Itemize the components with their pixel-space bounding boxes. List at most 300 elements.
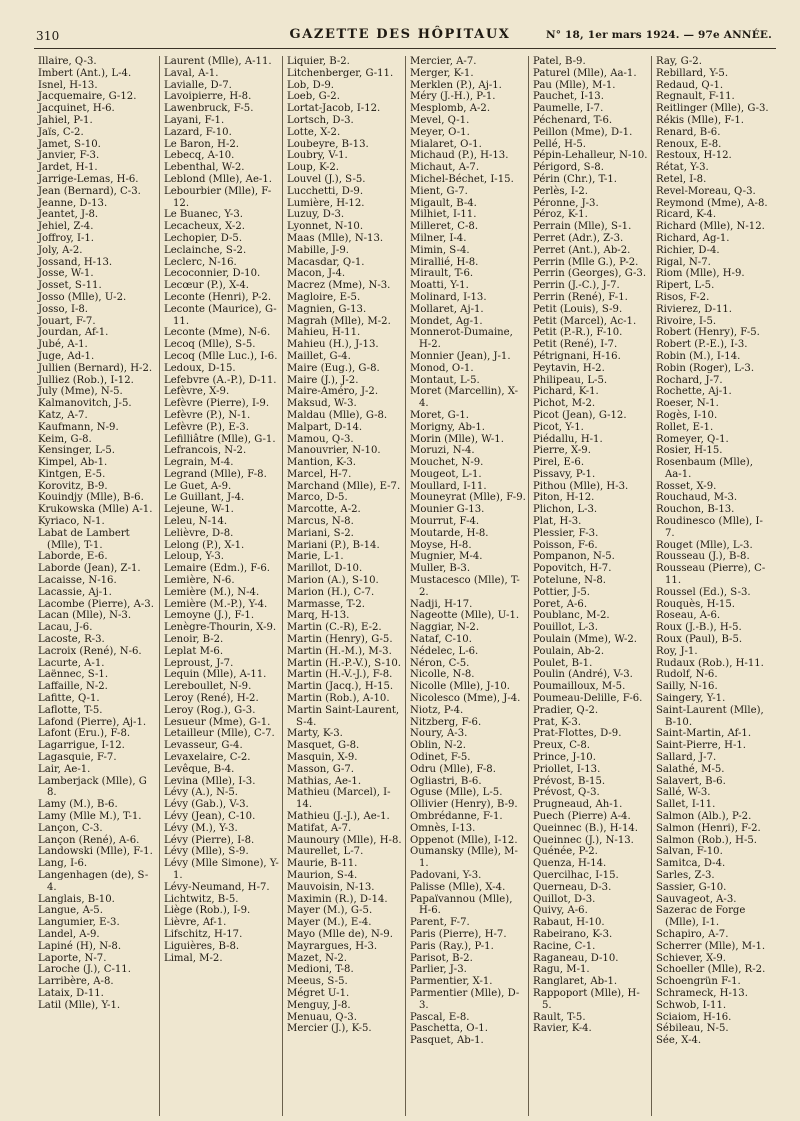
- index-entry: Jamet, S-10.: [38, 138, 101, 150]
- index-entry: Mabille, J-9.: [287, 244, 349, 256]
- index-entry: Leconte (Henri), P-2.: [164, 291, 272, 303]
- index-entry: Queinnec (B.), H-14.: [533, 822, 638, 834]
- index-entry: Rousseau (J.), B-8.: [656, 551, 750, 563]
- index-entry: Queinnec (J.), N-13.: [533, 834, 634, 846]
- index-entry: Lumière, H-12.: [287, 197, 365, 209]
- index-entry: Perrin (J.-C.), J-7.: [533, 280, 620, 292]
- index-entry: Rouchaud, M-3.: [656, 492, 738, 504]
- index-entry: Lemière (M.-P.), Y-4.: [164, 598, 268, 610]
- index-entry: Montaut, L-5.: [410, 374, 480, 386]
- index-entry: Keim, G-8.: [38, 433, 92, 445]
- index-entry: Prévost, Q-3.: [533, 787, 600, 799]
- index-entry: Ripert, L-5.: [656, 280, 715, 292]
- index-entry: Leconte (Maurice), G-11.: [164, 303, 277, 327]
- index-column-4: [405, 56, 528, 1116]
- index-entry: Sallard, J-7.: [656, 752, 717, 764]
- index-entry: Rudolf, N-6.: [656, 669, 718, 681]
- index-entry: Michaud (P.), H-13.: [410, 150, 509, 162]
- index-entry: Legrand (Mlle), F-8.: [164, 468, 267, 480]
- index-entry: Riom (Mlle), H-9.: [656, 268, 745, 280]
- index-entry: Poulain, Ab-2.: [533, 645, 605, 657]
- index-entry: Puech (Pierre) A-4.: [533, 811, 631, 822]
- index-entry: Magnien, G-13.: [287, 303, 367, 315]
- index-entry: Levêque, B-4.: [164, 763, 235, 775]
- index-entry: Rault, T-5.: [533, 1011, 586, 1023]
- index-entry: Moruzi, N-4.: [410, 445, 475, 457]
- index-entry: Lafitte, Q-1.: [38, 693, 100, 705]
- index-entry: Marie, L-1.: [287, 551, 344, 563]
- index-entry: Manouvrier, N-10.: [287, 445, 381, 457]
- index-entry: Lair, Ae-1.: [38, 763, 91, 775]
- index-entry: Mathieu (Marcel), I-14.: [287, 787, 391, 811]
- index-entry: Menguy, J-8.: [287, 999, 351, 1011]
- index-entry: Kintgen, E-5.: [38, 468, 106, 480]
- index-entry: Lavialle, D-7.: [164, 79, 232, 91]
- index-entry: Marillot, D-10.: [287, 563, 363, 575]
- index-entry: Pascal, E-8.: [410, 1011, 470, 1023]
- index-entry: Leblond (Mlle), Ae-1.: [164, 173, 272, 185]
- index-entry: Kaufmann, N-9.: [38, 421, 119, 433]
- index-entry: Pottier, J-5.: [533, 586, 590, 598]
- index-entry: Renoux, E-8.: [656, 138, 722, 150]
- index-entry: Mercier (J.), K-5.: [287, 1023, 372, 1035]
- index-entry: Restoux, H-12.: [656, 150, 732, 162]
- index-entry: Kensinger, L-5.: [38, 445, 115, 457]
- index-entry: Lamy (M.), B-6.: [38, 799, 118, 811]
- index-entry: Sébileau, N-5.: [656, 1023, 729, 1035]
- index-entry: Samitca, D-4.: [656, 858, 726, 870]
- index-entry: Lançon (René), A-6.: [38, 834, 140, 846]
- index-entry: Lévy (Gab.), V-3.: [164, 799, 249, 811]
- index-entry: Roussel (Ed.), S-3.: [656, 586, 751, 598]
- index-entry: Ray, G-2.: [656, 56, 702, 67]
- index-entry: Paschetta, O-1.: [410, 1023, 488, 1035]
- index-column-2: [159, 56, 282, 1116]
- index-entry: Lacombe (Pierre), A-3.: [38, 598, 154, 610]
- index-entry: Roux (J.-B.), H-5.: [656, 622, 742, 634]
- index-entry: Lefèvre (P.), N-1.: [164, 409, 251, 421]
- index-entry: Robin (M.), I-14.: [656, 350, 741, 362]
- index-entry: Pichot, M-2.: [533, 398, 596, 410]
- index-entry: Popovitch, H-7.: [533, 563, 612, 575]
- index-entry: Poulet, B-1.: [533, 657, 593, 669]
- index-entry: Lecoconnier, D-10.: [164, 268, 261, 280]
- index-entry: Péchenard, T-6.: [533, 114, 613, 126]
- index-entry: Laval, A-1.: [164, 67, 219, 79]
- index-entry: Pierre, X-9.: [533, 445, 591, 457]
- index-entry: Perrin (Georges), G-3.: [533, 268, 647, 280]
- index-entry: Quénée, P-2.: [533, 846, 598, 858]
- index-entry: Morigny, Ab-1.: [410, 421, 485, 433]
- index-entry: Lob, D-9.: [287, 79, 334, 91]
- index-entry: Leproust, J-7.: [164, 657, 234, 669]
- index-entry: Roudinesco (Mlle), I-7.: [656, 516, 763, 539]
- index-entry: Reitlinger (Mlle), G-3.: [656, 103, 769, 115]
- index-entry: Mayrargues, H-3.: [287, 940, 378, 952]
- index-entry: Lacoste, R-3.: [38, 634, 105, 646]
- index-entry: Padovani, Y-3.: [410, 869, 482, 881]
- index-entry: Martin (H.-P.-V.), S-10.: [287, 657, 401, 669]
- index-entry: Patel, B-9.: [533, 56, 586, 67]
- index-entry: Plichon, L-3.: [533, 504, 598, 516]
- index-entry: Michaut, A-7.: [410, 162, 480, 174]
- index-entry: Sciaiom, H-16.: [656, 1011, 732, 1023]
- index-entry: Sazerac de Forge (Mlle), I-1.: [656, 905, 746, 929]
- index-entry: Petit (P.-R.), F-10.: [533, 327, 623, 339]
- index-entry: Mugnier, M-4.: [410, 551, 483, 563]
- index-entry: Rochette, Aj-1.: [656, 386, 732, 398]
- index-entry: Petit (René), I-7.: [533, 339, 618, 351]
- index-entry: Lagasquie, F-7.: [38, 752, 117, 764]
- index-entry: Rabaut, H-10.: [533, 917, 605, 929]
- index-entry: Monod, O-1.: [410, 362, 474, 374]
- index-entry: Mouchet, N-9.: [410, 457, 484, 469]
- index-entry: Lortat-Jacob, I-12.: [287, 103, 381, 115]
- index-entry: Péronne, J-3.: [533, 197, 599, 209]
- index-entry: Luzuy, D-3.: [287, 209, 345, 221]
- index-entry: Imbert (Ant.), L-4.: [38, 67, 132, 79]
- index-entry: Milner, I-4.: [410, 232, 467, 244]
- index-entry: Korovitz, B-9.: [38, 480, 108, 492]
- index-entry: Lefilliâtre (Mlle), G-1.: [164, 433, 276, 445]
- index-entry: Maillet, G-4.: [287, 350, 351, 362]
- index-entry: Paris (Pierre), H-7.: [410, 928, 507, 940]
- index-entry: Kouindjy (Mlle), B-6.: [38, 492, 144, 504]
- index-entry: Sallé, W-3.: [656, 787, 711, 799]
- index-entry: Méry (J.-H.), P-1.: [410, 91, 496, 103]
- index-entry: Poulain (Mme), W-2.: [533, 634, 637, 646]
- index-entry: Kalmanovitch, J-5.: [38, 398, 132, 410]
- index-entry: Lelong (P.), X-1.: [164, 539, 245, 551]
- index-entry: Martin (Rob.), A-10.: [287, 693, 390, 705]
- index-entry: Perrin (Mlle G.), P-2.: [533, 256, 639, 268]
- index-entry: Maunoury (Mlle), H-8.: [287, 834, 402, 846]
- journal-title: GAZETTE DES HÔPITAUX: [289, 27, 511, 42]
- index-entry: Quivy, A-6.: [533, 905, 588, 917]
- index-entry: Lequin (Mlle), A-11.: [164, 669, 267, 681]
- index-entry: Lortsch, D-3.: [287, 114, 354, 126]
- index-entry: Le Buanec, Y-3.: [164, 209, 243, 221]
- index-entry: Krukowska (Mlle) A-1.: [38, 504, 153, 516]
- index-entry: Maurie, B-11.: [287, 858, 358, 870]
- index-entry: Moutarde, H-8.: [410, 527, 489, 539]
- index-entry: Marq, H-13.: [287, 610, 350, 622]
- index-entry: Lefèvre (P.), E-3.: [164, 421, 249, 433]
- index-entry: Mient, G-7.: [410, 185, 468, 197]
- index-entry: Laflotte, T-5.: [38, 704, 103, 716]
- index-entry: Oppenot (Mlle), I-12.: [410, 834, 518, 846]
- index-entry: Leloup, Y-3.: [164, 551, 224, 563]
- index-entry: Medioni, T-8.: [287, 964, 354, 976]
- index-entry: Leclainche, S-2.: [164, 244, 247, 256]
- index-entry: Ogliastri, B-6.: [410, 775, 482, 787]
- index-entry: Litchenberger, G-11.: [287, 67, 394, 79]
- index-entry: Mimin, S-4.: [410, 244, 470, 256]
- index-entry: Macrez (Mme), N-3.: [287, 280, 391, 292]
- index-entry: Rétat, Y-3.: [656, 162, 709, 174]
- index-entry: Odinet, F-5.: [410, 752, 471, 764]
- index-column-3: [282, 56, 405, 1116]
- index-entry: Kimpel, Ab-1.: [38, 457, 108, 469]
- index-entry: Maire-Améro, J-2.: [287, 386, 379, 398]
- index-entry: Maurion, S-4.: [287, 869, 358, 881]
- index-entry: Schwob, I-11.: [656, 999, 727, 1011]
- index-entry: Nicolesco (Mme), J-4.: [410, 693, 521, 705]
- index-entry: Oblin, N-2.: [410, 740, 466, 752]
- index-entry: Lecoq (Mlle), S-5.: [164, 339, 256, 351]
- index-entry: Parmentier, X-1.: [410, 976, 493, 988]
- index-entry: Priollet, I-13.: [533, 763, 601, 775]
- index-entry: Lataix, D-11.: [38, 987, 104, 999]
- index-entry: Latil (Mlle), Y-1.: [38, 999, 121, 1011]
- index-entry: Roseau, A-6.: [656, 610, 721, 622]
- index-entry: Jean (Bernard), C-3.: [38, 185, 141, 197]
- index-entry: Laborde (Jean), Z-1.: [38, 563, 141, 575]
- index-entry: Rappoport (Mlle), H-5.: [533, 987, 640, 1011]
- index-entry: Parisot, B-2.: [410, 952, 473, 964]
- index-entry: Moyse, H-8.: [410, 539, 472, 551]
- index-entry: Jacquinet, H-6.: [38, 103, 115, 115]
- index-entry: Nageotte (Mlle), U-1.: [410, 610, 520, 622]
- index-entry: Martin (H.-V.-J.), F-8.: [287, 669, 393, 681]
- index-entry: Poumeau-Delille, F-6.: [533, 693, 643, 705]
- index-entry: Julliez (Rob.), I-12.: [38, 374, 134, 386]
- index-entry: Quenza, H-14.: [533, 858, 607, 870]
- index-entry: Levina (Mlle), I-3.: [164, 775, 256, 787]
- index-entry: Schiever, X-9.: [656, 952, 726, 964]
- page-number: 310: [36, 29, 60, 43]
- index-entry: Joffroy, I-1.: [38, 232, 95, 244]
- index-entry: Lamberjack (Mlle), G 8.: [38, 775, 147, 799]
- index-entry: Pompanon, N-5.: [533, 551, 615, 563]
- index-entry: Sailly, N-16.: [656, 681, 718, 693]
- index-entry: Lançon, C-3.: [38, 822, 103, 834]
- index-entry: Pauchet, I-13.: [533, 91, 604, 103]
- index-entry: Schrameck, H-13.: [656, 987, 748, 999]
- index-entry: Laënnec, S-1.: [38, 669, 109, 681]
- index-entry: Liège (Rob.), I-9.: [164, 905, 251, 917]
- index-entry: Menuau, Q-3.: [287, 1011, 357, 1023]
- index-entry: Périn (Chr.), T-1.: [533, 173, 617, 185]
- index-entry: Michel-Béchet, I-15.: [410, 173, 514, 185]
- index-entry: Loubeyre, B-13.: [287, 138, 369, 150]
- index-entry: Salvan, F-10.: [656, 846, 723, 858]
- index-column-5: [528, 56, 651, 1116]
- index-entry: Lecoq (Mlle Luc.), I-6.: [164, 350, 278, 362]
- index-entry: Lechopier, D-5.: [164, 232, 243, 244]
- index-entry: Pellé, H-5.: [533, 138, 587, 150]
- index-entry: Lemière, N-6.: [164, 575, 235, 587]
- index-entry: Poulin (André), V-3.: [533, 669, 633, 681]
- index-entry: Meyer, O-1.: [410, 126, 470, 138]
- index-entry: Mirault, T-6.: [410, 268, 474, 280]
- index-entry: Maksud, W-3.: [287, 398, 357, 410]
- index-entry: Nédelec, L-6.: [410, 645, 479, 657]
- index-entry: Perlès, I-2.: [533, 185, 588, 197]
- index-entry: Le Baron, H-2.: [164, 138, 239, 150]
- index-entry: Sassier, G-10.: [656, 881, 727, 893]
- index-entry: Preux, C-8.: [533, 740, 590, 752]
- index-entry: Kyriaco, N-1.: [38, 516, 105, 528]
- index-entry: Sée, X-4.: [656, 1035, 702, 1047]
- index-entry: Lévy (Jean), C-10.: [164, 811, 256, 822]
- index-entry: Parlier, J-3.: [410, 964, 467, 976]
- index-entry: Lévy (M.), Y-3.: [164, 822, 238, 834]
- index-entry: Ollivier (Henry), B-9.: [410, 799, 518, 811]
- index-entry: Labat de Lambert (Mlle), T-1.: [38, 527, 130, 551]
- index-entry: Rouquès, H-15.: [656, 598, 735, 610]
- index-entry: Pasquet, Ab-1.: [410, 1035, 484, 1047]
- index-entry: Louvel (J.), S-5.: [287, 173, 366, 185]
- index-entry: Picot (Jean), G-12.: [533, 409, 627, 421]
- index-entry: Mayer (M.), E-4.: [287, 917, 372, 929]
- index-entry: Lebecq, A-10.: [164, 150, 235, 162]
- index-entry: Leclerc, N-16.: [164, 256, 237, 268]
- index-entry: Martin (Jacq.), H-15.: [287, 681, 394, 693]
- index-entry: Rosset, X-9.: [656, 480, 717, 492]
- index-entry: Lang, I-6.: [38, 858, 88, 870]
- index-entry: Racine, C-1.: [533, 940, 596, 952]
- index-entry: Lafond (Pierre), Aj-1.: [38, 716, 147, 728]
- index-entry: Jullien (Bernard), H-2.: [38, 362, 153, 374]
- index-entry: Lebourbier (Mlle), F-12.: [164, 185, 272, 209]
- index-entry: Mamou, Q-3.: [287, 433, 354, 445]
- index-entry: Perret (Ant.), Ab-2.: [533, 244, 631, 256]
- index-entry: Mougeot, L-1.: [410, 468, 482, 480]
- index-entry: Mayer (M.), G-5.: [287, 905, 373, 917]
- index-entry: Poisson, F-6.: [533, 539, 598, 551]
- index-entry: Illaire, Q-3.: [38, 56, 97, 67]
- index-entry: Josso (Mlle), U-2.: [38, 291, 127, 303]
- index-entry: Leconte (Mme), N-6.: [164, 327, 271, 339]
- index-entry: Peillon (Mme), D-1.: [533, 126, 633, 138]
- index-entry: Landowski (Mlle), F-1.: [38, 846, 153, 858]
- index-entry: Picot, Y-1.: [533, 421, 584, 433]
- index-entry: Jeantet, J-8.: [38, 209, 99, 221]
- index-entry: Retel, I-8.: [656, 173, 707, 185]
- index-entry: Parmentier (Mlle), D-3.: [410, 987, 520, 1011]
- index-entry: Rouget (Mlle), L-3.: [656, 539, 753, 551]
- index-entry: Mathias, Ae-1.: [287, 775, 362, 787]
- header-rule: [34, 48, 776, 49]
- index-entry: Laurent (Mlle), A-11.: [164, 56, 272, 67]
- index-entry: Mercier, A-7.: [410, 56, 477, 67]
- index-entry: Mantion, K-3.: [287, 457, 356, 469]
- index-entry: Robert (P.-E.), I-3.: [656, 339, 748, 351]
- index-entry: Schoeller (Mlle), R-2.: [656, 964, 766, 976]
- index-entry: Lefebvre (A.-P.), D-11.: [164, 374, 277, 386]
- index-entry: Josset, S-11.: [38, 280, 102, 292]
- index-entry: Plat, H-3.: [533, 516, 582, 528]
- index-entry: Sarles, Z-3.: [656, 869, 715, 881]
- index-entry: Nataf, C-10.: [410, 634, 472, 646]
- index-entry: Querneau, D-3.: [533, 881, 612, 893]
- index-entry: Isnel, H-13.: [38, 79, 98, 91]
- index-entry: Katz, A-7.: [38, 409, 88, 421]
- index-entry: Lefèvre (Pierre), I-9.: [164, 398, 270, 410]
- index-entry: Rigal, N-7.: [656, 256, 711, 268]
- index-entry: Mariani (P.), B-14.: [287, 539, 380, 551]
- index-entry: Lacurte, A-1.: [38, 657, 105, 669]
- index-entry: Lagarrigue, I-12.: [38, 740, 125, 752]
- index-entry: Rivoire, I-5.: [656, 315, 717, 327]
- page-header: [0, 0, 800, 44]
- index-entry: Lacan (Mlle), N-3.: [38, 610, 132, 622]
- index-entry: Jourdan, Af-1.: [38, 327, 109, 339]
- index-entry: Masquet, G-8.: [287, 740, 360, 752]
- index-entry: Mahieu, H-11.: [287, 327, 361, 339]
- index-entry: Petit (Marcel), Ac-1.: [533, 315, 637, 327]
- index-entry: Jeanne, D-13.: [38, 197, 108, 209]
- index-entry: Lefrancois, N-2.: [164, 445, 247, 457]
- index-entry: Jacquemaire, G-12.: [38, 91, 137, 103]
- index-entry: Mégret U-1.: [287, 987, 350, 999]
- index-entry: Lacassie, Aj-1.: [38, 586, 112, 598]
- index-entry: Leleu, N-14.: [164, 516, 228, 528]
- index-entry: Mauvoisin, N-13.: [287, 881, 375, 893]
- index-entry: Lecacheux, X-2.: [164, 221, 245, 233]
- index-entry: Mariani, S-2.: [287, 527, 354, 539]
- index-entry: Paumelle, I-7.: [533, 103, 604, 115]
- index-entry: Merklen (P.), Aj-1.: [410, 79, 502, 91]
- index-entry: Langumier, E-3.: [38, 917, 120, 929]
- index-entry: Péroz, K-1.: [533, 209, 588, 221]
- index-entry: Morin (Mlle), W-1.: [410, 433, 504, 445]
- index-entry: Lavoipierre, H-8.: [164, 91, 252, 103]
- index-entry: Néron, C-5.: [410, 657, 470, 669]
- index-entry: Levaxelaire, C-2.: [164, 752, 251, 764]
- index-entry: Nitzberg, F-6.: [410, 716, 482, 728]
- index-entry: Molinard, I-13.: [410, 291, 487, 303]
- index-entry: Sallet, I-11.: [656, 799, 716, 811]
- index-entry: Renard, B-6.: [656, 126, 721, 138]
- index-entry: Schapiro, A-7.: [656, 928, 729, 940]
- index-entry: Perrin (René), F-1.: [533, 291, 628, 303]
- index-entry: Lefèvre, X-9.: [164, 386, 230, 398]
- index-entry: Lemaire (Edm.), F-6.: [164, 563, 270, 575]
- index-entry: Lelièvre, D-8.: [164, 527, 234, 539]
- index-entry: Poumailloux, M-5.: [533, 681, 626, 693]
- index-entry: Saingery, Y-1.: [656, 693, 726, 705]
- index-entry: Rudaux (Rob.), H-11.: [656, 657, 764, 669]
- index-entry: Prince, J-10.: [533, 752, 596, 764]
- index-entry: Roux (Paul), B-5.: [656, 634, 743, 646]
- index-entry: Levasseur, G-4.: [164, 740, 243, 752]
- index-entry: Ricard, K-4.: [656, 209, 717, 221]
- index-entry: Joly, A-2.: [38, 244, 83, 256]
- index-entry: Mounier G-13.: [410, 504, 485, 516]
- index-entry: Saint-Pierre, H-1.: [656, 740, 747, 752]
- index-entry: Risos, F-2.: [656, 291, 710, 303]
- index-entry: Langlais, B-10.: [38, 893, 115, 905]
- index-entry: Jouart, F-7.: [38, 315, 96, 327]
- index-entry: Martin Saint-Laurent, S-4.: [287, 704, 400, 728]
- index-entry: Lafont (Eru.), F-8.: [38, 728, 131, 740]
- index-entry: Le Guillant, J-4.: [164, 492, 245, 504]
- index-entry: Lévy (Mlle), S-9.: [164, 846, 249, 858]
- index-entry: Lacaisse, N-16.: [38, 575, 117, 587]
- index-entry: Liguières, B-8.: [164, 940, 240, 952]
- index-entry: Marcus, N-8.: [287, 516, 354, 528]
- index-entry: Rouchon, B-13.: [656, 504, 735, 516]
- index-entry: Odru (Mlle), F-8.: [410, 763, 496, 775]
- index-entry: Jahiel, P-1.: [38, 114, 93, 126]
- index-entry: Pissavy, P-1.: [533, 468, 596, 480]
- index-entry: Jossand, H-13.: [38, 256, 113, 268]
- index-entry: Langue, A-5.: [38, 905, 103, 917]
- index-entry: Lemière (M.), N-4.: [164, 586, 260, 598]
- index-entry: Lamy (Mlle M.), T-1.: [38, 811, 142, 822]
